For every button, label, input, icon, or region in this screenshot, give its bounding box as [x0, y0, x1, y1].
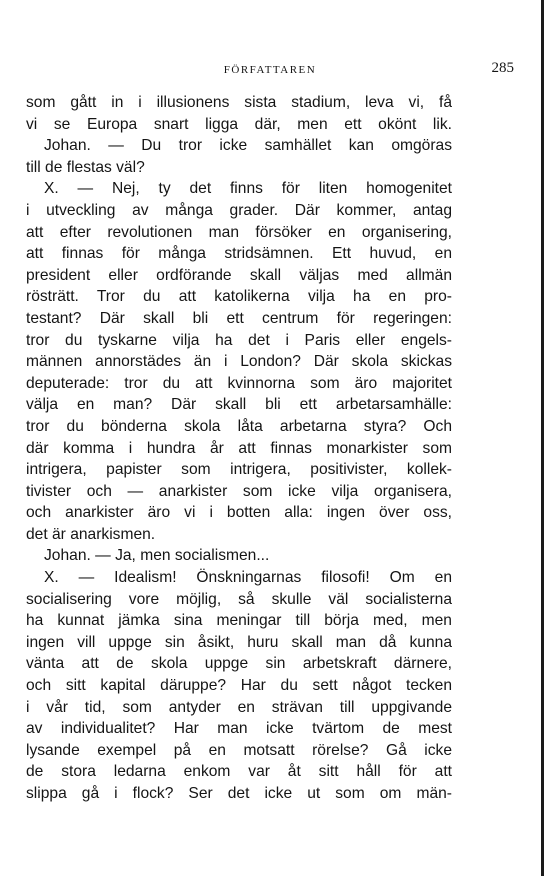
body-text — [26, 92, 452, 805]
text-line: testant? Där skall bli ett centrum för regeringen: — [26, 309, 452, 327]
text-line: av individualitet? Har man icke tvärtom de mest — [26, 720, 452, 738]
text-line: och anarkister äro vi i botten alla: ingen över oss, — [26, 504, 452, 522]
text-line: deputerade: tror du att kvinnorna som äro majoritet — [26, 374, 452, 392]
text-line: X. — Nej, ty det finns för liten homogenitet — [44, 180, 452, 198]
text-line: socialisering vore möjlig, så skulle väl socialisterna — [26, 590, 452, 608]
text-line: slippa gå i flock? Ser det icke ut som om män- — [26, 785, 452, 802]
page-number: 285 — [491, 60, 514, 76]
text-line: i vår tid, som antyder en strävan till uppgivande — [26, 698, 452, 716]
text-line: att finnas för många stridsämnen. Ett huvud, en — [26, 245, 452, 263]
text-line: tror du tyskarne vilja ha det i Paris eller engels- — [26, 331, 452, 349]
text-line: intrigera, papister som intrigera, positivister, kollek- — [26, 461, 452, 479]
text-line: tivister och — anarkister som icke vilja organisera, — [26, 482, 452, 500]
text-line: det är anarkismen. — [26, 525, 156, 543]
text-line: tror du bönderna skola låta arbetarna styra? Och — [26, 417, 452, 435]
text-line: till de flestas väl? — [26, 158, 145, 176]
text-line: vänta att de skola uppge sin arbetskraft därnere, — [26, 655, 452, 673]
text-line: X. — Idealism! Önskningarnas filosofi! Om en — [44, 569, 452, 587]
text-line: de stora ledarna enkom var åt sitt håll för att — [26, 763, 452, 781]
text-line: som gått in i illusionens sista stadium, leva vi, få — [26, 94, 452, 111]
text-line: Johan. — Du tror icke samhället kan omgöras — [44, 137, 452, 155]
text-line: ingen vill uppge sin åsikt, huru skall man då kunna — [26, 633, 452, 651]
text-line: lysande exempel på en motsatt rörelse? Gå icke — [26, 741, 452, 759]
running-head: FÖRFATTAREN — [223, 64, 317, 76]
text-line: att efter revolutionen man försöker en organisering, — [26, 223, 452, 241]
text-line: välja en man? Där skall bli ett arbetarsamhälle: — [26, 396, 452, 414]
text-line: rösträtt. Tror du att katolikerna vilja ha en pro- — [26, 288, 452, 306]
text-line: och sitt kapital däruppe? Har du sett något tecken — [26, 677, 452, 695]
text-line: där komma i hundra år att finnas monarkister som — [26, 439, 452, 457]
text-line: männen annorstädes än i London? Där skola skickas — [26, 353, 452, 371]
text-line: ha kunnat jämka sina meningar till börja med, men — [26, 612, 452, 630]
text-line: i utveckling av många grader. Där kommer, antag — [26, 201, 452, 219]
text-line: president eller ordförande skall väljas med allmän — [26, 266, 452, 284]
page-header — [26, 60, 514, 82]
text-line: vi se Europa snart ligga där, men ett okönt lik. — [26, 115, 452, 133]
text-line: Johan. — Ja, men socialismen... — [44, 547, 270, 565]
